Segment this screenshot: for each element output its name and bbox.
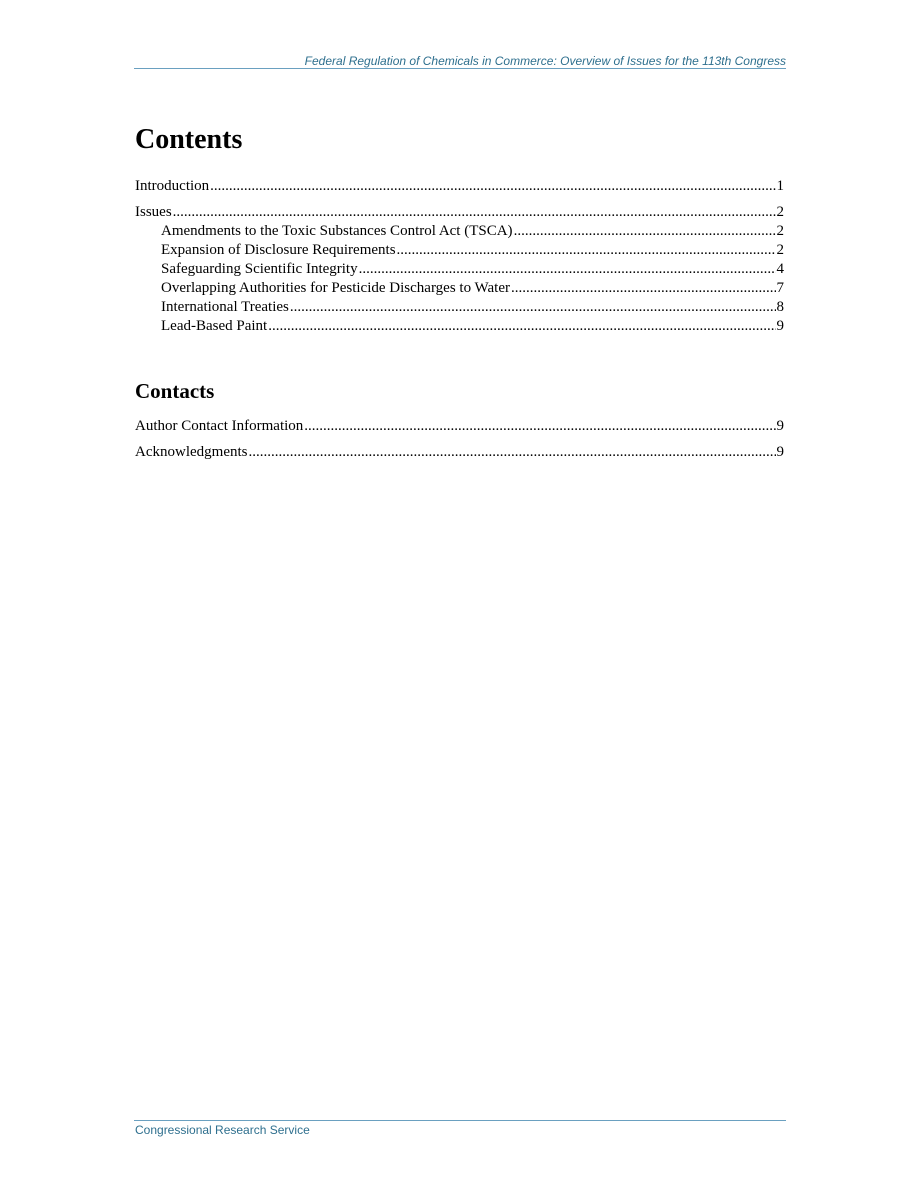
toc-dot-leader <box>359 260 776 279</box>
toc-dot-leader <box>268 317 775 336</box>
toc-entry-lead-based-paint[interactable] <box>135 317 784 336</box>
toc-entry-label: Amendments to the Toxic Substances Control Act (TSCA) <box>161 223 513 239</box>
toc-dot-leader <box>304 417 775 436</box>
toc-entry-scientific-integrity[interactable] <box>135 260 784 279</box>
header-rule <box>134 68 786 69</box>
contacts-title: Contacts <box>135 379 215 403</box>
running-header: Federal Regulation of Chemicals in Commerce: Overview of Issues for the 113th Congress <box>304 54 786 68</box>
toc-entry-label: Overlapping Authorities for Pesticide Discharges to Water <box>161 280 510 296</box>
toc-entry-label: Introduction <box>135 178 210 194</box>
contacts-ack-list <box>135 443 784 462</box>
contents-top-list <box>135 177 784 196</box>
toc-entry-international-treaties[interactable] <box>135 298 784 317</box>
toc-entry-issues[interactable] <box>135 203 784 222</box>
toc-entry-label: Author Contact Information <box>135 418 304 434</box>
toc-dot-leader <box>210 177 775 196</box>
toc-entry-author-contact[interactable] <box>135 417 784 436</box>
footer-rule <box>134 1120 786 1121</box>
contents-issues-list <box>135 203 784 336</box>
toc-entry-pesticide-discharges[interactable] <box>135 279 784 298</box>
running-footer: Congressional Research Service <box>135 1123 310 1137</box>
toc-page-number: 1 <box>776 178 784 194</box>
toc-entry-acknowledgments[interactable] <box>135 443 784 462</box>
contents-title: Contents <box>135 124 243 155</box>
toc-entry-label: Acknowledgments <box>135 444 248 460</box>
toc-dot-leader <box>173 203 776 222</box>
toc-dot-leader <box>511 279 776 298</box>
toc-dot-leader <box>514 222 776 241</box>
toc-page-number: 2 <box>776 242 784 258</box>
toc-page-number: 9 <box>776 444 784 460</box>
contacts-author-list <box>135 417 784 436</box>
toc-entry-label: Lead-Based Paint <box>161 318 268 334</box>
toc-page-number: 9 <box>776 318 784 334</box>
toc-dot-leader <box>248 443 775 462</box>
toc-entry-tsca-amendments[interactable] <box>135 222 784 241</box>
toc-page-number: 4 <box>776 261 784 277</box>
toc-entry-disclosure-requirements[interactable] <box>135 241 784 260</box>
toc-entry-label: Expansion of Disclosure Requirements <box>161 242 396 258</box>
toc-dot-leader <box>397 241 776 260</box>
toc-entry-label: International Treaties <box>161 299 289 315</box>
toc-entry-label: Issues <box>135 204 172 220</box>
toc-page-number: 2 <box>776 223 784 239</box>
toc-page-number: 9 <box>776 418 784 434</box>
toc-dot-leader <box>290 298 776 317</box>
toc-entry-introduction[interactable] <box>135 177 784 196</box>
toc-entry-label: Safeguarding Scientific Integrity <box>161 261 358 277</box>
toc-page-number: 2 <box>776 204 784 220</box>
toc-page-number: 7 <box>776 280 784 296</box>
toc-page-number: 8 <box>776 299 784 315</box>
